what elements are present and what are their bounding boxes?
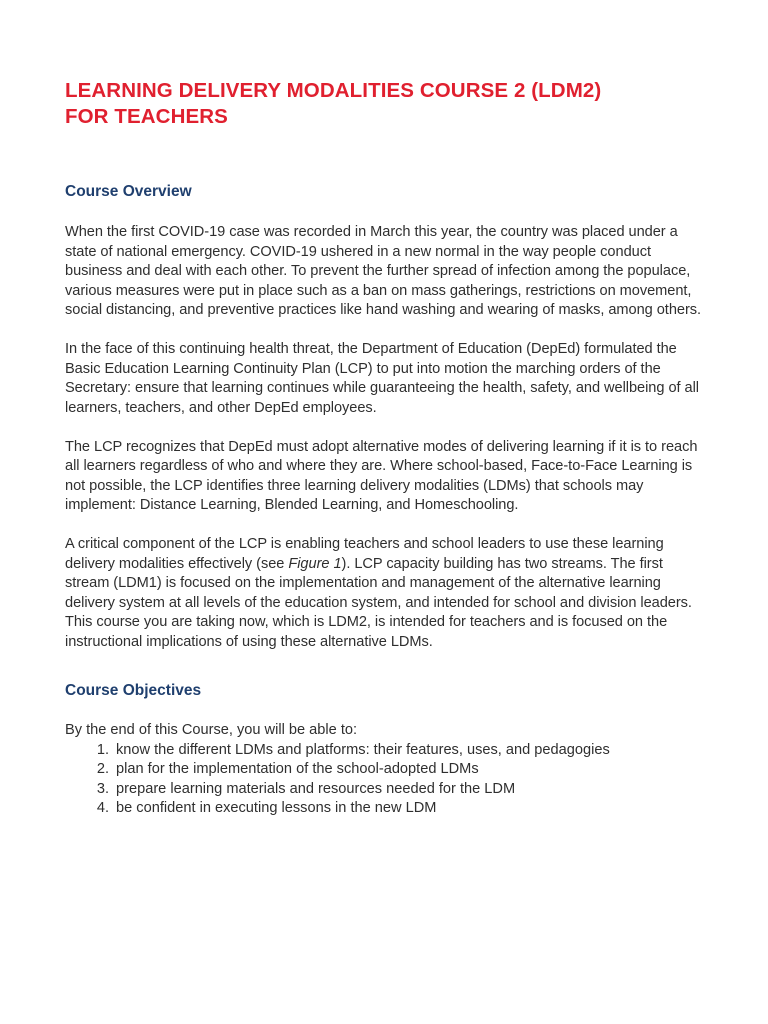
- figure-1-reference: Figure 1: [288, 555, 342, 572]
- list-item: [65, 760, 705, 780]
- list-item-text: plan for the implementation of the school-adopted LDMs: [116, 761, 479, 777]
- list-item-text: prepare learning materials and resources needed for the LDM: [116, 780, 516, 797]
- overview-paragraph-1: When the first COVID-19 case was recorded in March this year, the country was placed under a state of national emergency. COVID-19 ushered in a new normal in the way people conduct business and deal with each other. To prevent the further spread of infection among the populace, various measures were put in place such as a ban on mass gatherings, restrictions on movement, social distancing, and preventive practices like hand washing and wearing of masks, among others.: [65, 224, 702, 318]
- list-item-text: know the different LDMs and platforms: their features, uses, and pedagogies: [116, 741, 610, 758]
- overview-paragraph-4-text-b: ). LCP capacity building has two streams. The first stream (LDM1) is focused on the implementation and management of the alternative learning delivery system at all levels of the education system, and intended for school and division leaders. This course you are taking now, which is LDM2, is intended for teachers and is focused on the instructional implications of using these alternative LDMs.: [65, 555, 692, 650]
- objectives-list: [65, 741, 705, 819]
- page-title: [65, 78, 705, 130]
- list-item-text: be confident in executing lessons in the new LDM: [116, 800, 437, 816]
- overview-paragraph-4: [65, 535, 705, 652]
- list-item-number: 4.: [96, 800, 109, 816]
- list-item: [65, 780, 705, 800]
- objectives-intro: By the end of this Course, you will be able to:: [65, 722, 358, 738]
- list-item: [65, 799, 705, 819]
- page-title-line-2: FOR TEACHERS: [65, 105, 228, 128]
- page-title-line-1: LEARNING DELIVERY MODALITIES COURSE 2 (LDM2): [65, 79, 602, 102]
- overview-paragraph-2: In the face of this continuing health threat, the Department of Education (DepEd) formulated the Basic Education Learning Continuity Plan (LCP) to put into motion the marching orders of the Secretary: ensure that learning continues while guaranteeing the health, safety, and wellbeing of all learners, teachers, and other DepEd employees.: [65, 341, 699, 416]
- list-item-number: 3.: [96, 780, 109, 797]
- list-item-number: 2.: [96, 761, 109, 777]
- course-overview-section: [65, 182, 705, 652]
- course-objectives-section: [65, 681, 705, 819]
- list-item-number: 1.: [96, 741, 109, 758]
- overview-paragraph-4-text-a: A critical component of the LCP is enabling teachers and school leaders to use these learning delivery modalities effectively (see: [65, 536, 664, 572]
- course-objectives-heading: Course Objectives: [65, 682, 202, 699]
- document-page: [65, 78, 705, 819]
- list-item: [65, 741, 705, 761]
- course-overview-heading: Course Overview: [65, 183, 192, 200]
- overview-paragraph-3: The LCP recognizes that DepEd must adopt alternative modes of delivering learning if it is to reach all learners regardless of who and where they are. Where school-based, Face-to-Face Learning is not possible, the LCP identifies three learning delivery modalities (LDMs) that schools may implement: Distance Learning, Blended Learning, and Homeschooling.: [65, 438, 698, 513]
